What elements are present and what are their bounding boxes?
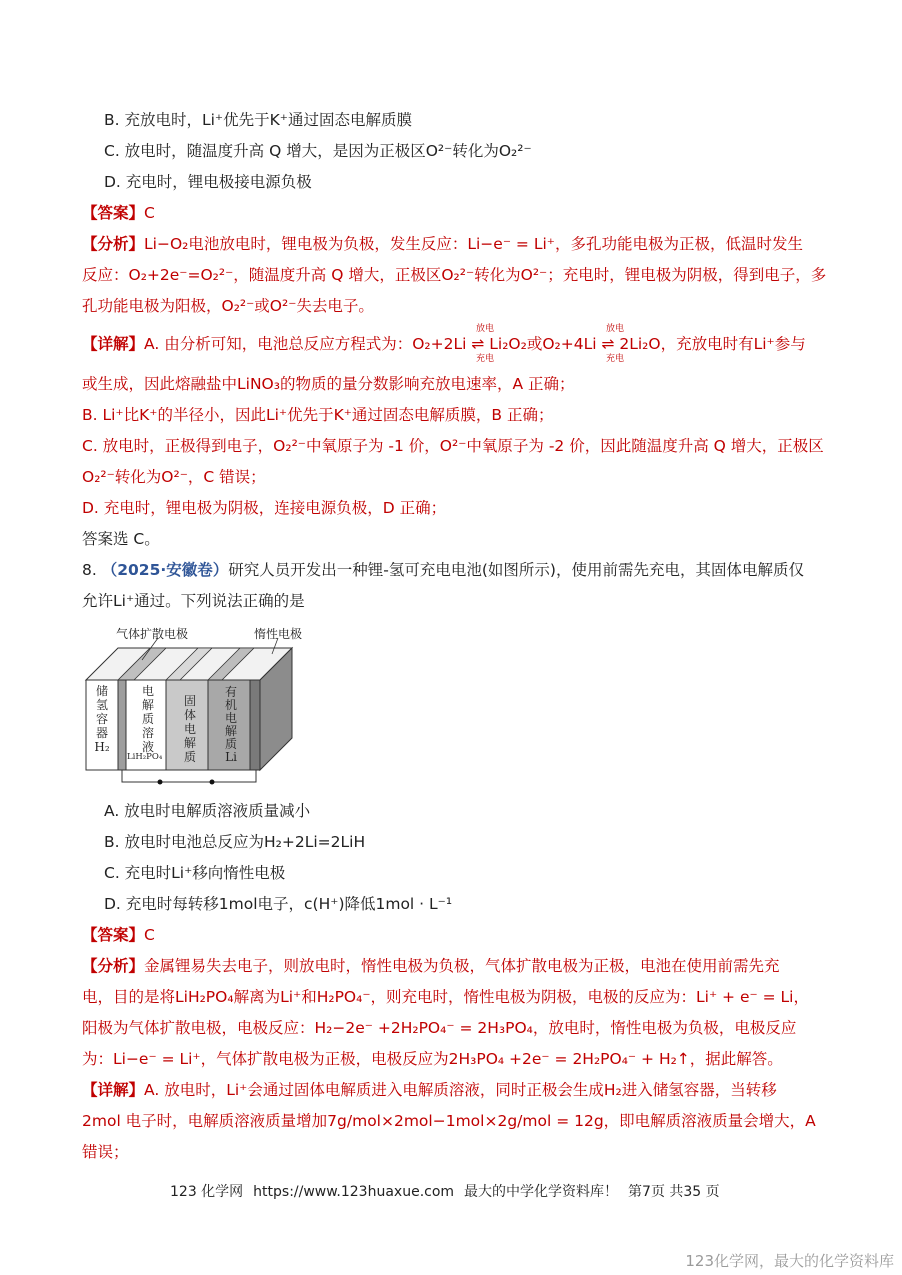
q8-answer-value: C [144, 926, 155, 944]
inert-electrode [250, 680, 260, 770]
q8-analysis-line-1: 【分析】金属锂易失去电子，则放电时，惰性电极为负极，气体扩散电极为正极，电池在使用前需先充 [82, 957, 780, 975]
watermark: 123化学网，最大的化学资料库 [685, 1252, 894, 1270]
q8-option-b: B. 放电时电池总反应为H₂+2Li=2LiH [104, 833, 366, 851]
detail-line-3: B. Li⁺比K⁺的半径小，因此Li⁺优先于K⁺通过固态电解质膜，B 正确； [82, 406, 554, 424]
q8-number: 8. [82, 561, 97, 579]
label-inert-electrode: 惰性电极 [254, 627, 303, 641]
detail-line-2: 或生成，因此熔融盐中LiNO₃的物质的量分数影响充放电速率，A 正确； [82, 375, 575, 393]
page-footer [170, 1181, 730, 1201]
q8-answer-label: 【答案】 [82, 926, 145, 944]
option-d: D. 充电时，锂电极接电源负极 [104, 173, 312, 191]
analysis-label: 【分析】 [82, 235, 145, 253]
box2-label: 电 解 质 溶 液 [141, 684, 154, 754]
q8-source: （2025·安徽卷） [101, 561, 229, 579]
q8-analysis-label: 【分析】 [82, 957, 145, 975]
footer-site: 123 化学网 [170, 1184, 244, 1200]
q8-detail-line-2: 2mol 电子时，电解质溶液质量增加7g/mol×2mol−1mol×2g/mol = 12g，即电解质溶液质量会增大，A [82, 1112, 816, 1130]
box1-label: 储 氢 容 器 H₂ [94, 684, 110, 754]
label-gas-diffusion-electrode: 气体扩散电极 [116, 627, 189, 641]
footer-url[interactable]: https://www.123huaxue.com [253, 1184, 455, 1200]
answer-label: 【答案】 [82, 204, 145, 222]
q8-option-c: C. 充电时Li⁺移向惰性电极 [104, 864, 286, 882]
detail-line-1: 【详解】A. 由分析可知，电池总反应方程式为：O₂+2Li ⇌ Li₂O₂或O₂+4Li ⇌ 2Li₂O，充放电时有Li⁺参与 [82, 335, 806, 353]
q8-stem-line-2: 允许Li⁺通过。下列说法正确的是 [82, 592, 305, 610]
q8-detail-line-3: 错误； [82, 1143, 129, 1161]
answer-line [82, 203, 155, 223]
footer-page: 第7页 共35 页 [628, 1184, 720, 1200]
q8-option-a: A. 放电时电解质溶液质量减小 [104, 802, 311, 820]
arrow-bottom-label-2: 充电 [606, 354, 625, 364]
answer-value: C [144, 204, 155, 222]
q8-analysis-line-3: 阳极为气体扩散电极，电极反应：H₂−2e⁻ +2H₂PO₄⁻ = 2H₃PO₄，放电时，惰性电极为负极，电极反应 [82, 1019, 797, 1037]
box2-formula: LiH₂PO₄ [127, 752, 163, 762]
arrow-bottom-label-1: 充电 [476, 354, 495, 364]
q8-stem-line-1: 8. （2025·安徽卷）研究人员开发出一种锂-氢可充电电池(如图所示)，使用前需先充电，其固体电解质仅 [82, 561, 804, 579]
q8-answer-line [82, 925, 155, 945]
q8-analysis-line-2: 电，目的是将LiH₂PO₄解离为Li⁺和H₂PO₄⁻，则充电时，惰性电极为阴极，电极的反应为：Li⁺ + e⁻ = Li， [82, 988, 809, 1006]
option-b: B. 充放电时，Li⁺优先于K⁺通过固态电解质膜 [104, 111, 412, 129]
option-c: C. 放电时，随温度升高 Q 增大，是因为正极区O²⁻转化为O₂²⁻ [104, 142, 532, 160]
detail-label: 【详解】 [82, 335, 145, 353]
detail-line-6: D. 充电时，锂电极为阴极，连接电源负极，D 正确； [82, 499, 447, 517]
analysis-line-1: 【分析】Li−O₂电池放电时，锂电极为负极，发生反应：Li−e⁻ = Li⁺，多孔功能电极为正极，低温时发生 [82, 235, 803, 253]
arrow-top-label-1: 放电 [476, 324, 495, 334]
q8-analysis-line-4: 为：Li−e⁻ = Li⁺，气体扩散电极为正极，电极反应为2H₃PO₄ +2e⁻ = 2H₂PO₄⁻ + H₂↑，据此解答。 [82, 1050, 783, 1068]
detail-line-5: O₂²⁻转化为O²⁻，C 错误； [82, 468, 266, 486]
box4-label: 有 机 电 解 质 Li [224, 685, 237, 764]
detail-line-4: C. 放电时，正极得到电子，O₂²⁻中氧原子为 -1 价，O²⁻中氧原子为 -2 价，因此随温度升高 Q 增大，正极区 [82, 437, 824, 455]
gas-diffusion-electrode [118, 680, 126, 770]
footer-slogan: 最大的中学化学资料库！ [464, 1184, 619, 1200]
arrow-top-label-2: 放电 [606, 324, 625, 334]
q8-option-d: D. 充电时每转移1mol电子，c(H⁺)降低1mol · L⁻¹ [104, 895, 453, 913]
q8-detail-line-1: 【详解】A. 放电时，Li⁺会通过固体电解质进入电解质溶液，同时正极会生成H₂进入储氢容器，当转移 [82, 1081, 777, 1099]
analysis-line-2: 反应：O₂+2e⁻=O₂²⁻，随温度升高 Q 增大，正极区O₂²⁻转化为O²⁻；充电时，锂电极为阴极，得到电子，多 [82, 266, 827, 284]
q8-detail-label: 【详解】 [82, 1081, 145, 1099]
answer-choose: 答案选 C。 [82, 530, 160, 548]
analysis-line-3: 孔功能电极为阳极，O₂²⁻或O²⁻失去电子。 [82, 297, 374, 315]
box3-label: 固 体 电 解 质 [183, 694, 196, 764]
